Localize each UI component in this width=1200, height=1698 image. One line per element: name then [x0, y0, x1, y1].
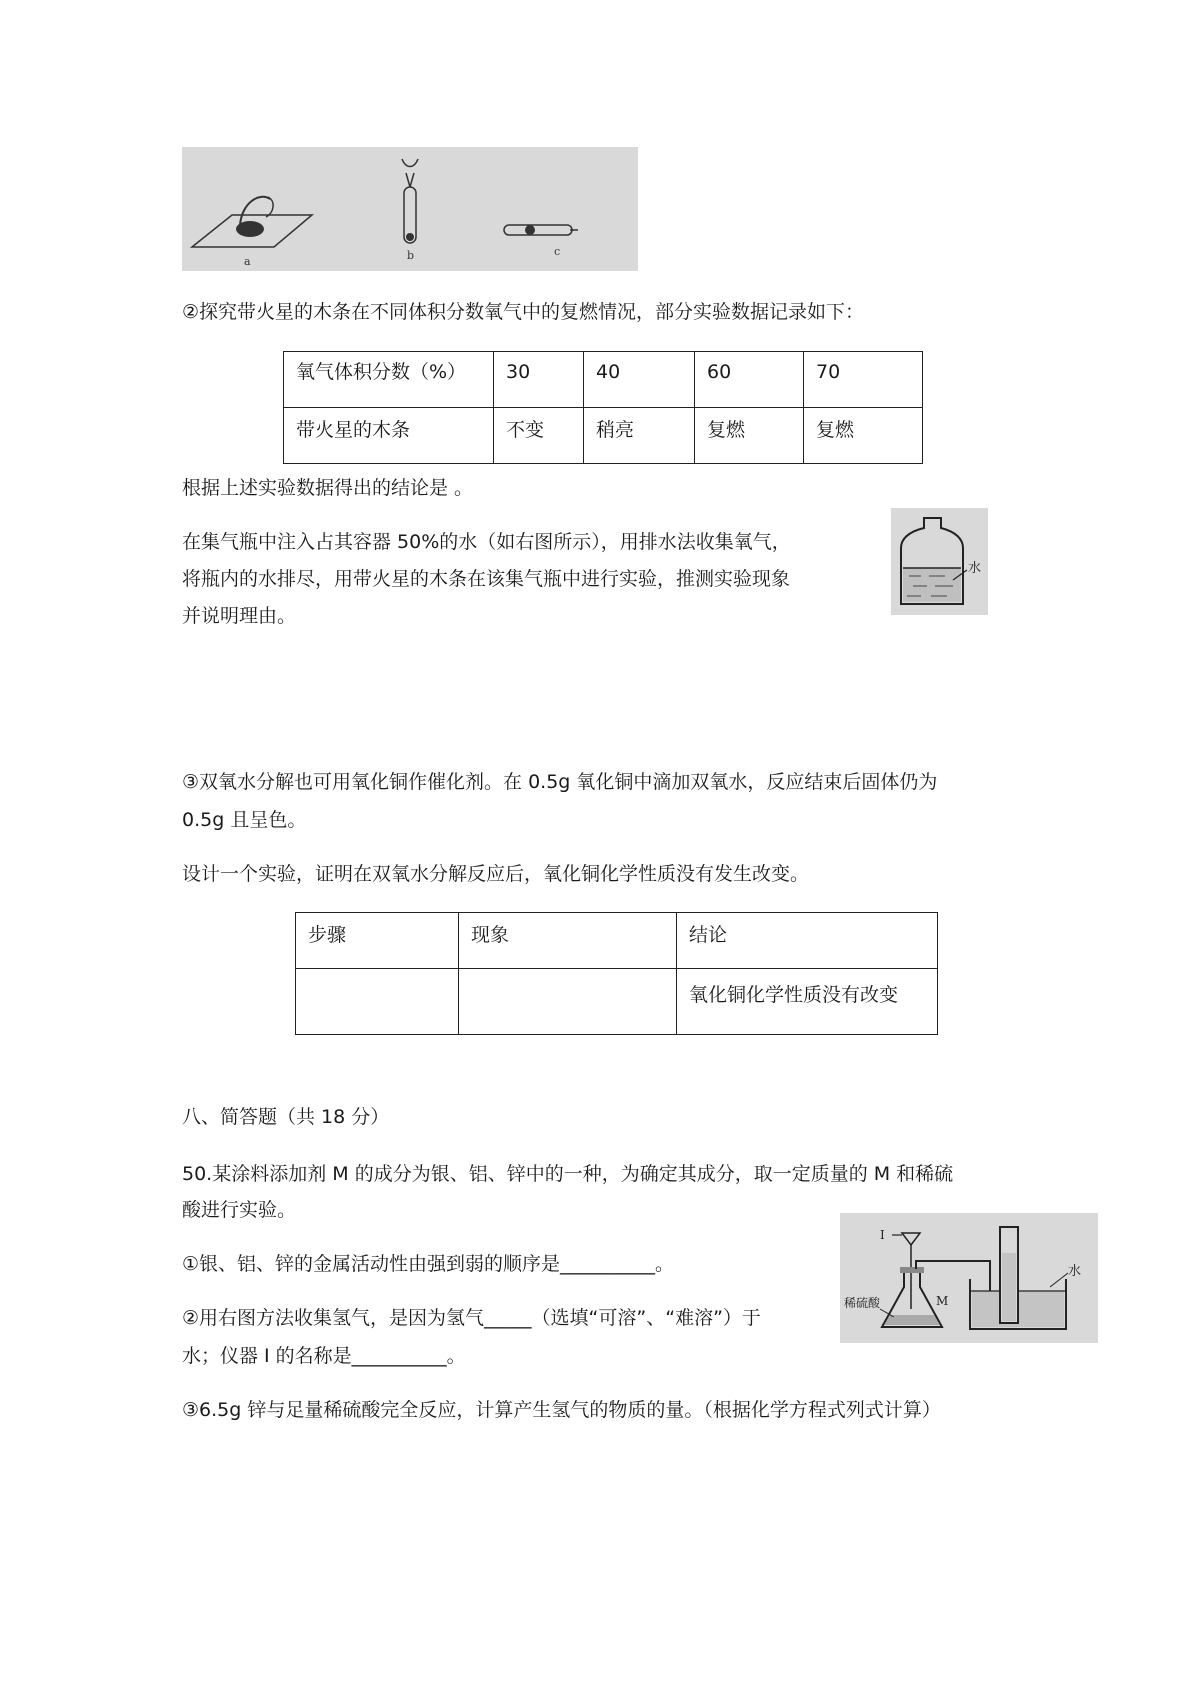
apparatus-label-acid: 稀硫酸 — [844, 1296, 881, 1310]
q2-conclusion: 根据上述实验数据得出的结论是 。 — [182, 477, 474, 499]
experiment-design-table — [295, 912, 938, 1035]
table-row — [296, 913, 938, 969]
table-cell: 复燃 — [804, 408, 923, 464]
table-cell: 60 — [695, 352, 804, 408]
figure-label-c: c — [554, 245, 561, 258]
table-cell: 氧化铜化学性质没有改变 — [677, 969, 938, 1035]
q50-sub-2-line-2: 水；仪器 I 的名称是__________。 — [182, 1345, 466, 1367]
q3-line-2: 0.5g 且呈色。 — [182, 809, 307, 831]
apparatus-label-water: 水 — [1068, 1264, 1082, 1279]
q50-line-1: 50.某涂料添加剂 M 的成分为银、铝、锌中的一种，为确定其成分，取一定质量的 M 和稀硫 — [182, 1163, 954, 1185]
table-cell: 30 — [494, 352, 584, 408]
section-title: 八、简答题（共 18 分） — [182, 1106, 390, 1128]
table-row-label: 带火星的木条 — [284, 408, 494, 464]
apparatus-label-M: M — [936, 1294, 949, 1308]
figure-label-a: a — [244, 255, 251, 268]
q50-line-2: 酸进行实验。 — [182, 1199, 297, 1221]
table-header-cell: 现象 — [459, 913, 677, 969]
figure-a-sheet-drawing — [192, 197, 312, 247]
table-row — [284, 352, 923, 408]
table-cell: 不变 — [494, 408, 584, 464]
table-cell — [459, 969, 677, 1035]
hydrogen-collection-figure — [840, 1213, 1098, 1343]
q50-sub-2-line-1: ②用右图方法收集氢气，是因为氢气_____（选填“可溶”、“难溶”）于 — [182, 1307, 761, 1329]
table-cell: 稍亮 — [584, 408, 695, 464]
figure-b-test-tube-drawing — [402, 159, 418, 243]
table-cell: 70 — [804, 352, 923, 408]
q50-sub-1: ①银、铝、锌的金属活动性由强到弱的顺序是__________。 — [182, 1253, 675, 1275]
table-cell — [296, 969, 459, 1035]
q2-intro: ②探究带火星的木条在不同体积分数氧气中的复燃情况，部分实验数据记录如下： — [182, 301, 865, 323]
gas-bottle-figure — [891, 508, 988, 615]
oxygen-fraction-table — [283, 351, 923, 464]
table-header-cell: 氧气体积分数（%） — [284, 352, 494, 408]
experiment-figure-abc — [182, 147, 638, 271]
q2-paragraph-line-3: 并说明理由。 — [182, 605, 297, 627]
q3-task: 设计一个实验，证明在双氧水分解反应后，氧化铜化学性质没有发生改变。 — [182, 863, 810, 885]
table-cell: 复燃 — [695, 408, 804, 464]
figure-c-test-tube-drawing — [504, 225, 578, 235]
table-row — [284, 408, 923, 464]
figure-label-b: b — [407, 249, 415, 262]
table-header-cell: 结论 — [677, 913, 938, 969]
bottle-water-label: 水 — [968, 561, 982, 576]
q50-sub-3: ③6.5g 锌与足量稀硫酸完全反应，计算产生氢气的物质的量。（根据化学方程式列式计算） — [182, 1399, 941, 1421]
table-cell: 40 — [584, 352, 695, 408]
q2-paragraph-line-1: 在集气瓶中注入占其容器 50%的水（如右图所示），用排水法收集氧气， — [182, 531, 791, 553]
apparatus-label-I: I — [880, 1228, 885, 1242]
q3-line-1: ③双氧水分解也可用氧化铜作催化剂。在 0.5g 氧化铜中滴加双氧水，反应结束后固体仍为 — [182, 771, 938, 793]
table-header-cell: 步骤 — [296, 913, 459, 969]
table-row — [296, 969, 938, 1035]
q2-paragraph-line-2: 将瓶内的水排尽，用带火星的木条在该集气瓶中进行实验，推测实验现象 — [182, 568, 791, 590]
